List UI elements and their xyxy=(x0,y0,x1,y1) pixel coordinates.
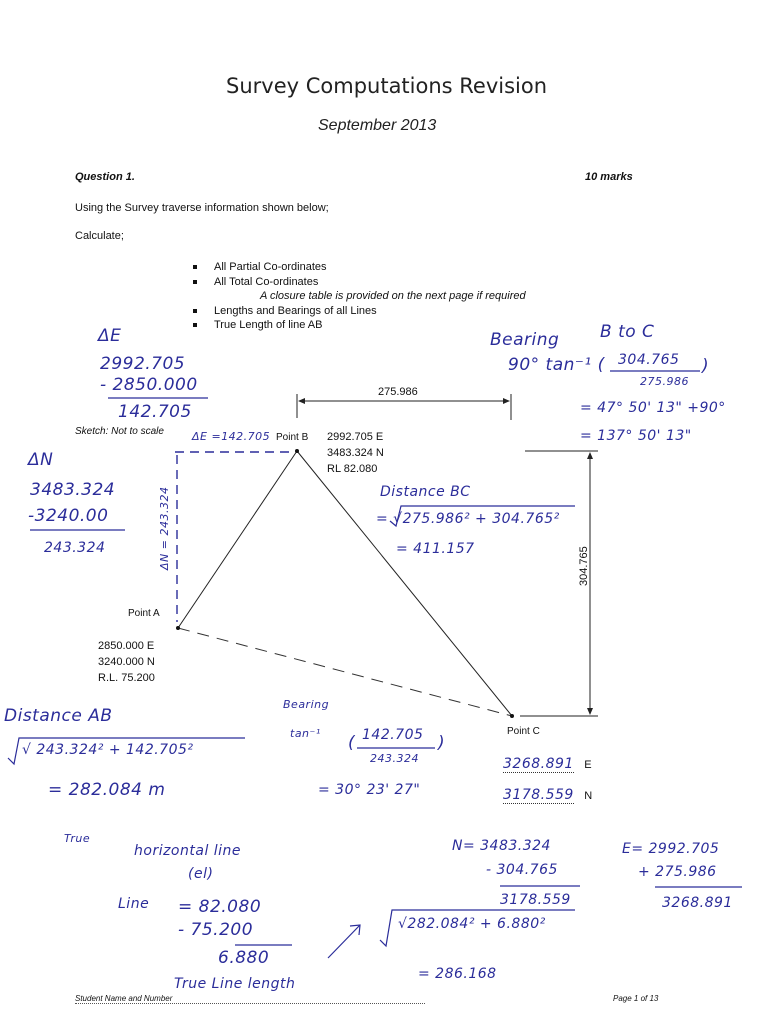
task-item: Lengths and Bearings of all Lines xyxy=(190,304,526,319)
page-date: September 2013 xyxy=(318,117,437,134)
bearing-bc-result2: = 137° 50' 13" xyxy=(580,428,692,444)
top-dimension-label: 275.986 xyxy=(378,386,418,398)
bearing-ab-numerator: 142.705 xyxy=(362,727,424,743)
bearing-bc-numerator: 304.765 xyxy=(618,352,680,368)
distance-ab-formula: √ 243.324² + 142.705² xyxy=(22,742,194,758)
point-c-northing-suffix: N xyxy=(584,790,593,802)
bearing-ab-close-paren: ) xyxy=(438,733,446,753)
n-calc-result: 3178.559 xyxy=(500,892,571,908)
point-b-rl: RL 82.080 xyxy=(327,463,378,475)
true-length-formula: √282.084² + 6.880² xyxy=(398,916,546,932)
e-calc-result: 3268.891 xyxy=(662,895,733,911)
task-item: All Total Co-ordinates xyxy=(190,275,526,290)
distance-bc-result: = 411.157 xyxy=(396,541,475,557)
distance-ab-label: Distance AB xyxy=(4,706,113,726)
delta-e-line2: - 2850.000 xyxy=(100,375,198,395)
point-c-easting xyxy=(503,755,592,773)
bearing-bc-result1: = 47° 50' 13" +90° xyxy=(580,400,726,416)
delta-n-line2: -3240.00 xyxy=(28,506,109,526)
page-number: Page 1 of 13 xyxy=(613,994,659,1003)
side-dimension-label: 304.765 xyxy=(578,546,590,586)
task-note: A closure table is provided on the next page if required xyxy=(260,290,526,302)
bearing-bc-close-paren: ) xyxy=(702,356,710,376)
true-line-length-caption: True Line length xyxy=(174,976,296,992)
bearing-bc-denominator: 275.986 xyxy=(640,375,689,388)
e-calc-line2: + 275.986 xyxy=(638,864,717,880)
line-rl-result: 6.880 xyxy=(218,948,270,968)
line-rl-2: - 75.200 xyxy=(178,920,254,940)
bearing-bc-formula: 90° tan⁻¹ ( xyxy=(508,355,605,375)
point-c-northing xyxy=(503,786,592,804)
bearing-bc-direction: B to C xyxy=(600,322,655,342)
distance-ab-result: = 282.084 m xyxy=(48,780,166,800)
delta-n-sketch: ΔN = 243.324 xyxy=(158,486,171,570)
bearing-bc-label: Bearing xyxy=(490,330,560,350)
question-label: Question 1. xyxy=(75,171,135,183)
horizontal-line-label: horizontal line xyxy=(134,843,242,859)
page-title: Survey Computations Revision xyxy=(226,74,548,98)
task-item: All Partial Co-ordinates xyxy=(190,260,526,275)
e-calc-line1: E= 2992.705 xyxy=(622,841,720,857)
n-calc-line2: - 304.765 xyxy=(486,862,558,878)
delta-e-line1: 2992.705 xyxy=(100,354,186,374)
point-c-easting-value: 3268.891 xyxy=(503,756,574,772)
question-intro: Using the Survey traverse information shown below; xyxy=(75,202,329,214)
delta-e-sketch: ΔE =142.705 xyxy=(192,430,271,443)
point-c-label: Point C xyxy=(507,726,540,737)
point-a-label: Point A xyxy=(128,608,160,619)
point-b-label: Point B xyxy=(276,432,309,443)
bearing-ab-function: tan⁻¹ xyxy=(290,727,321,740)
el-label: (el) xyxy=(188,866,214,882)
point-c-northing-value: 3178.559 xyxy=(503,787,574,803)
calculate-label: Calculate; xyxy=(75,230,124,242)
marks-label: 10 marks xyxy=(585,171,633,183)
point-a-rl: R.L. 75.200 xyxy=(98,672,155,684)
sketch-caption: Sketch: Not to scale xyxy=(75,426,164,437)
true-length-result: = 286.168 xyxy=(418,966,497,982)
true-label: True xyxy=(64,832,91,845)
point-b-easting: 2992.705 E xyxy=(327,431,384,443)
delta-e-label: ΔE xyxy=(98,326,122,346)
delta-n-label: ΔN xyxy=(28,450,54,470)
distance-bc-formula: = √275.986² + 304.765² xyxy=(376,511,560,527)
line-label: Line xyxy=(118,896,150,912)
n-calc-line1: N= 3483.324 xyxy=(452,838,551,854)
delta-e-result: 142.705 xyxy=(118,402,192,422)
bearing-ab-label: Bearing xyxy=(283,698,330,711)
student-name-field: Student Name and Number xyxy=(75,994,425,1004)
point-a-northing: 3240.000 N xyxy=(98,656,155,668)
delta-n-line1: 3483.324 xyxy=(30,480,116,500)
point-a-easting: 2850.000 E xyxy=(98,640,155,652)
distance-bc-label: Distance BC xyxy=(380,484,471,500)
point-b-northing: 3483.324 N xyxy=(327,447,384,459)
task-item: True Length of line AB xyxy=(190,318,526,333)
delta-n-result: 243.324 xyxy=(44,540,106,556)
bearing-ab-open-paren: ( xyxy=(348,733,356,753)
point-c-easting-suffix: E xyxy=(584,759,592,771)
bearing-ab-denominator: 243.324 xyxy=(370,752,419,765)
line-rl-1: = 82.080 xyxy=(178,897,262,917)
bearing-ab-result: = 30° 23' 27" xyxy=(318,782,421,798)
